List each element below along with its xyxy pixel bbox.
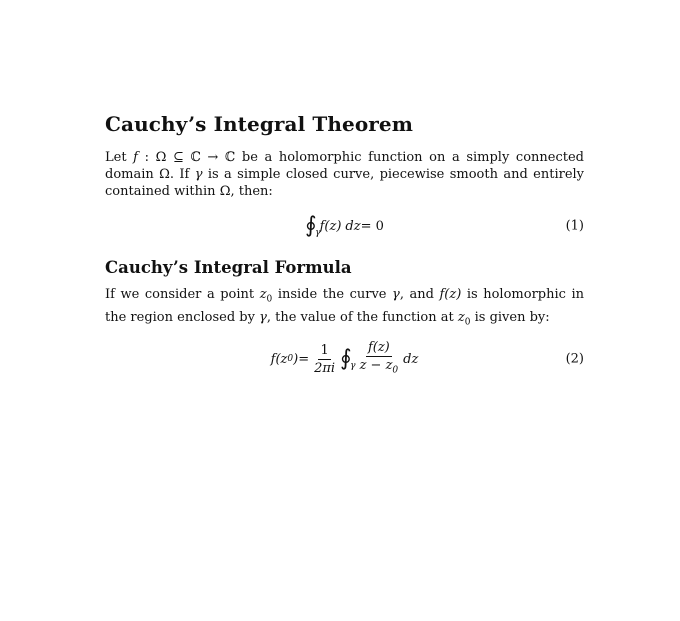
math-z: z [259, 287, 267, 302]
text: Let [105, 150, 134, 165]
differential: dz [345, 218, 361, 234]
paragraph-theorem [105, 149, 584, 200]
equation-rhs: = 0 [360, 218, 384, 234]
equals-sign: = [298, 351, 310, 367]
math-domain-chain: Ω ⊆ ℂ → ℂ [155, 150, 236, 165]
document-page [105, 112, 584, 381]
equation-1-body [105, 204, 584, 248]
math-fz: f(z) [439, 287, 462, 302]
contour-integral-icon: ∮ γ [305, 215, 316, 237]
fraction-numerator: 1 [320, 342, 329, 358]
equation-1 [105, 204, 584, 248]
lhs-close: ) [293, 351, 299, 367]
text: be a holomorphic function on a simply connected domain [105, 150, 584, 182]
math-colon: : [137, 150, 156, 165]
text: . If [169, 167, 195, 182]
math-omega: Ω [219, 184, 231, 199]
fraction-denominator: $z - z_0$ [359, 357, 399, 376]
text: is holomorphic in the region enclosed by [105, 287, 584, 325]
fraction-1-over-2pi-i [312, 343, 337, 376]
text: , the value of the function at [266, 309, 458, 325]
math-f: f [133, 150, 138, 165]
integral-subscript: γ [350, 361, 356, 372]
text: , then: [230, 184, 273, 199]
differential: dz [403, 351, 419, 367]
equation-2 [105, 337, 584, 381]
text: , and [399, 287, 440, 302]
paragraph-formula [105, 286, 584, 331]
math-z-subscript: 0 [266, 294, 273, 305]
lhs-f: f(z [270, 351, 288, 367]
section-title: Cauchy’s Integral Theorem [105, 112, 413, 136]
equation-number-1: (1) [565, 218, 584, 234]
text: inside the curve [272, 287, 393, 302]
text: If we consider a point [105, 287, 260, 302]
integral-subscript: γ [315, 228, 321, 238]
fraction-numerator: f(z) [367, 339, 390, 355]
equation-number-2: (2) [565, 351, 584, 367]
text: is a simple closed curve, piecewise smooth and entirely contained within [105, 167, 585, 199]
math-gamma: γ [392, 287, 400, 302]
math-z: z [457, 309, 465, 325]
equation-2-body [105, 337, 584, 381]
text: is given by: [470, 309, 550, 325]
math-gamma: γ [194, 167, 203, 182]
lhs-subscript: 0 [287, 354, 294, 365]
fraction-denominator: 2πi [314, 360, 336, 376]
contour-integral-icon: ∮ γ [340, 348, 351, 370]
fraction-fz-over-z-minus-z0 [358, 340, 401, 379]
math-gamma: γ [259, 309, 267, 325]
math-z-subscript: 0 [464, 317, 471, 328]
math-omega: Ω [159, 167, 170, 182]
integrand: f(z) [319, 218, 342, 234]
subsection-title: Cauchy’s Integral Formula [105, 258, 352, 277]
